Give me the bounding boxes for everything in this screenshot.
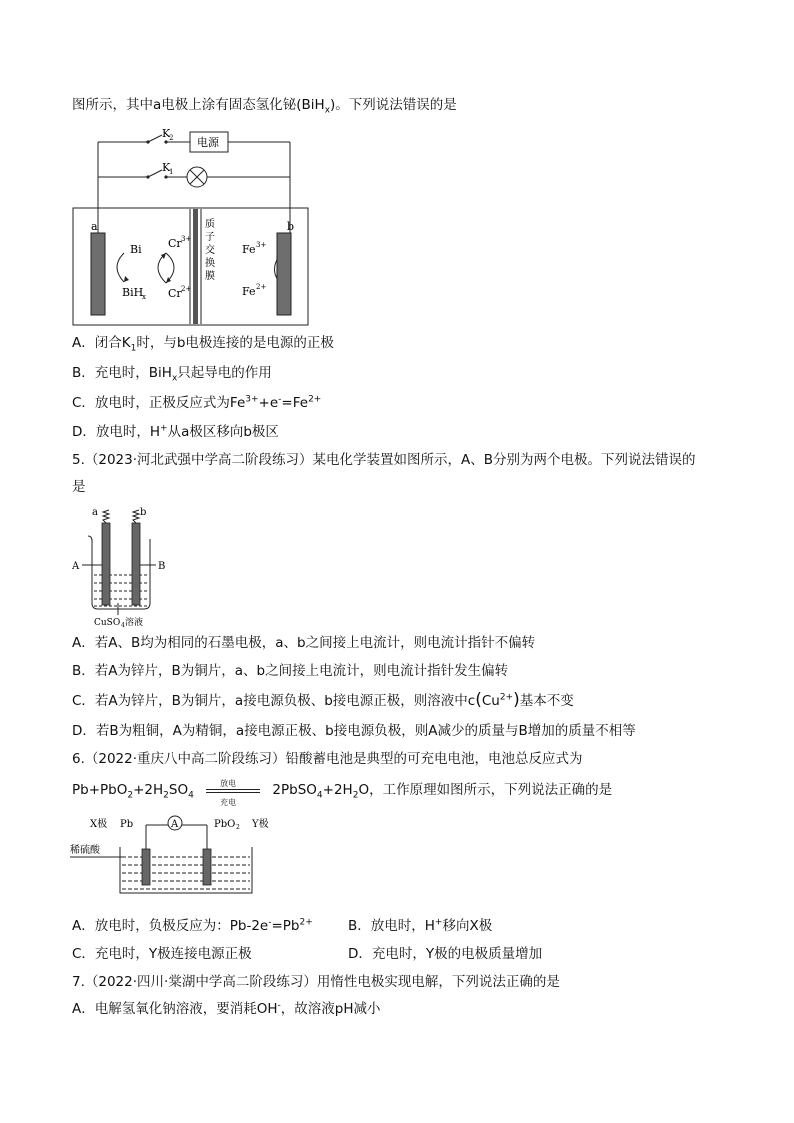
svg-text:交: 交 <box>205 245 215 256</box>
svg-text:子: 子 <box>205 232 215 243</box>
svg-text:2: 2 <box>169 134 174 142</box>
svg-text:Fe: Fe <box>242 243 256 256</box>
svg-text:2: 2 <box>236 824 240 831</box>
q7-option-a: A．电解氢氧化钠溶液，要消耗OH-，故溶液pH减小 <box>72 1000 381 1017</box>
svg-text:a: a <box>91 220 98 233</box>
q7-stem: 7.（2022·四川·棠湖中学高二阶段练习）用惰性电极实现电解，下列说法正确的是 <box>72 974 560 990</box>
svg-text:质: 质 <box>205 219 215 230</box>
svg-text:BiH: BiH <box>122 286 144 299</box>
svg-text:X极: X极 <box>90 819 108 830</box>
svg-text:4: 4 <box>121 622 125 629</box>
electrode-B <box>132 523 140 605</box>
q5-beaker-diagram <box>70 503 180 628</box>
q4-circuit-diagram <box>70 125 320 330</box>
svg-text:x: x <box>142 293 146 301</box>
q6-stem: 6.（2022·重庆八中高二阶段练习）铅酸蓄电池是典型的可充电电池，电池总反应式为 <box>72 751 583 767</box>
svg-text:3+: 3+ <box>181 235 192 243</box>
q5-option-c: C．若A为锌片，B为铜片，a接电源负极、b接电源正极，则溶液中$c(Cu^{2+})$基本不变 <box>72 690 574 710</box>
q6-option-d: D．充电时，Y极的电极质量增加 <box>348 946 543 962</box>
svg-text:电源: 电源 <box>197 136 219 149</box>
svg-text:换: 换 <box>205 258 215 269</box>
q5-stem-cont: 是 <box>72 479 86 495</box>
electrode-A <box>102 523 110 605</box>
q5-option-a: A．若A、B均为相同的石墨电极，a、b之间接上电流计，则电流计指针不偏转 <box>72 635 536 651</box>
svg-text:a: a <box>92 507 98 518</box>
svg-text:2+: 2+ <box>256 283 267 291</box>
proton-exchange-membrane <box>193 209 198 324</box>
svg-text:Y极: Y极 <box>252 819 269 830</box>
electrode-a <box>91 233 105 315</box>
svg-text:Bi: Bi <box>130 243 142 256</box>
svg-text:B: B <box>158 561 166 572</box>
q5-option-b: B．若A为锌片，B为铜片，a、b之间接上电流计，则电流计指针发生偏转 <box>72 663 509 679</box>
svg-text:3+: 3+ <box>256 241 267 249</box>
svg-text:b: b <box>287 220 295 233</box>
svg-text:Cr: Cr <box>168 237 182 250</box>
q6-equation: $Pb+PbO_2+2H_2SO_4$ 放电 充电 $2PbSO_4+2H_2O$，工作原理如图所示，下列说法正确的是 <box>72 779 613 807</box>
svg-text:溶液: 溶液 <box>125 618 144 628</box>
svg-text:2+: 2+ <box>181 285 192 293</box>
svg-text:K: K <box>162 161 171 174</box>
q4-option-b: B．充电时，BiH$_x$只起导电的作用 <box>72 365 272 384</box>
q4-option-d: D．放电时，H+从a极区移向b极区 <box>72 423 279 440</box>
svg-text:1: 1 <box>169 168 174 176</box>
pbo2-electrode <box>203 849 211 885</box>
svg-text:A: A <box>171 819 179 830</box>
svg-text:Fe: Fe <box>242 285 256 298</box>
svg-text:CuSO: CuSO <box>94 618 121 628</box>
q6-option-b: B．放电时，H+移向X极 <box>348 917 493 934</box>
q6-option-c: C．充电时，Y极连接电源正极 <box>72 946 252 962</box>
q5-stem: 5.（2023·河北武强中学高二阶段练习）某电化学装置如图所示，A、B分别为两个电极。下列说法错误的 <box>72 452 696 468</box>
svg-text:Cr: Cr <box>168 287 182 300</box>
reversible-arrow: 放电 充电 <box>198 780 268 800</box>
svg-text:膜: 膜 <box>205 271 215 282</box>
svg-text:PbO: PbO <box>214 819 236 830</box>
q6-option-a: A．放电时，负极反应为：$Pb-2e^-=Pb^{2+}$ <box>72 917 313 934</box>
svg-text:K: K <box>162 127 171 140</box>
svg-text:Pb: Pb <box>120 819 134 830</box>
q6-battery-diagram <box>70 813 280 898</box>
electrode-b <box>277 233 291 315</box>
q5-option-d: D．若B为粗铜，A为精铜，a接电源正极、b接电源负极，则A减少的质量与B增加的质量不相等 <box>72 723 636 739</box>
q4-option-c: C．放电时，正极反应式为$Fe^{3+}+e^-=Fe^{2+}$ <box>72 394 322 411</box>
svg-text:b: b <box>140 507 147 518</box>
q4-intro: 图所示，其中a电极上涂有固态氢化铋(BiH$_x$)。下列说法错误的是 <box>72 97 457 116</box>
pb-electrode <box>142 849 150 885</box>
svg-text:A: A <box>72 561 80 572</box>
svg-text:稀硫酸: 稀硫酸 <box>70 845 100 856</box>
q4-option-a: A．闭合$K_1$时，与b电极连接的是电源的正极 <box>72 335 334 354</box>
